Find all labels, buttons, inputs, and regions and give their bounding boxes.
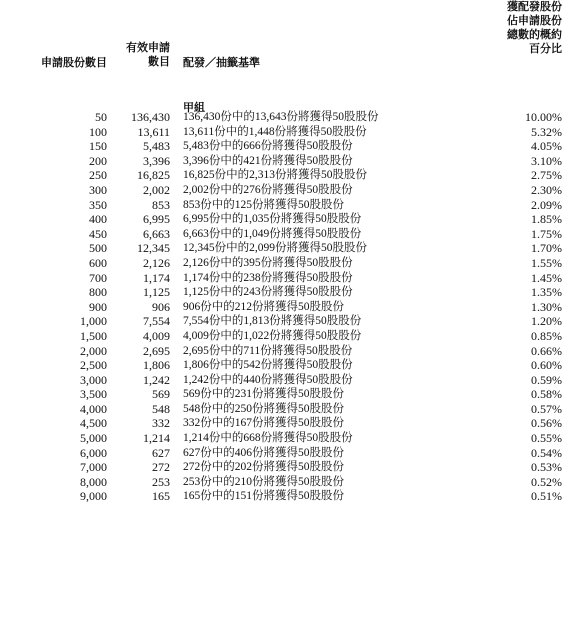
percentage-cell: 2.30% [531,182,562,197]
shares-applied-cell: 800 [89,285,107,300]
allotment-basis-cell: 3,396份中的421份將獲得50股股份 [183,154,353,167]
shares-applied-cell: 200 [89,153,107,168]
group-label: 甲組 [183,101,205,114]
table-row [0,387,586,402]
shares-applied-cell: 300 [89,182,107,197]
allotment-basis-cell: 906份中的212份將獲得50股股份 [183,300,344,313]
table-row [0,329,586,344]
shares-applied-cell: 150 [89,139,107,154]
percentage-cell: 2.09% [531,197,562,212]
valid-applications-cell: 165 [152,489,170,504]
table-row [0,314,586,329]
table-row [0,241,586,256]
shares-applied-cell: 450 [89,226,107,241]
percentage-cell: 0.54% [531,445,562,460]
allotment-basis-cell: 2,126份中的395份將獲得50股股份 [183,256,353,269]
header-basis: 配發／抽籤基準 [183,56,260,69]
allotment-basis-cell: 1,125份中的243份將獲得50股股份 [183,286,353,299]
valid-applications-cell: 2,126 [143,255,170,270]
shares-applied-cell: 700 [89,270,107,285]
valid-applications-cell: 6,663 [143,226,170,241]
allotment-basis-cell: 16,825份中的2,313份將獲得50股股份 [183,169,367,182]
allotment-basis-cell: 6,995份中的1,035份將獲得50股股份 [183,213,362,226]
valid-applications-cell: 1,242 [143,372,170,387]
header-percentage-line-2: 佔申請股份 [507,14,562,27]
allotment-basis-cell: 136,430份中的13,643份將獲得50股股份 [183,111,379,123]
allotment-basis-cell: 332份中的167份將獲得50股股份 [183,417,344,430]
allotment-basis-cell: 165份中的151份將獲得50股股份 [183,490,344,503]
percentage-cell: 0.59% [531,372,562,387]
percentage-cell: 1.55% [531,255,562,270]
shares-applied-cell: 100 [89,124,107,139]
allotment-basis-cell: 1,242份中的440份將獲得50股股份 [183,373,353,386]
header-valid-applications [110,41,170,69]
table-row [0,416,586,431]
header-percentage [420,0,562,56]
allotment-basis-cell: 7,554份中的1,813份將獲得50股股份 [183,315,362,328]
shares-applied-cell: 900 [89,299,107,314]
table-row [0,300,586,315]
header-percentage-line-4: 百分比 [529,42,562,55]
allotment-basis-cell: 2,002份中的276份將獲得50股股份 [183,183,353,196]
shares-applied-cell: 50 [95,110,107,124]
percentage-cell: 0.60% [531,358,562,373]
allotment-basis-cell: 569份中的231份將獲得50股股份 [183,388,344,401]
valid-applications-cell: 627 [152,445,170,460]
table-row [0,402,586,417]
header-percentage-line-1: 獲配發股份 [507,0,562,13]
percentage-cell: 0.58% [531,387,562,402]
header-percentage-line-3: 總數的概約 [507,28,562,41]
allotment-basis-cell: 2,695份中的711份將獲得50股股份 [183,344,353,357]
percentage-cell: 0.51% [531,489,562,504]
shares-applied-cell: 8,000 [80,474,107,489]
shares-applied-cell: 7,000 [80,460,107,475]
allotment-basis-cell: 4,009份中的1,022份將獲得50股股份 [183,329,362,342]
table-row [0,168,586,183]
allotment-basis-cell: 1,174份中的238份將獲得50股股份 [183,271,353,284]
valid-applications-cell: 3,396 [143,153,170,168]
table-row [0,139,586,154]
allotment-basis-cell: 853份中的125份將獲得50股股份 [183,198,344,211]
table-row [0,344,586,359]
percentage-cell: 0.57% [531,401,562,416]
table-row [0,183,586,198]
percentage-cell: 0.56% [531,416,562,431]
allotment-basis-cell: 1,214份中的668份將獲得50股股份 [183,432,353,445]
shares-applied-cell: 5,000 [80,431,107,446]
header-shares-applied: 申請股份數目 [41,56,107,69]
valid-applications-cell: 906 [152,299,170,314]
table-row [0,125,586,140]
percentage-cell: 5.32% [531,124,562,139]
table-row [0,285,586,300]
percentage-cell: 0.55% [531,431,562,446]
valid-applications-cell: 2,002 [143,182,170,197]
valid-applications-cell: 569 [152,387,170,402]
shares-applied-cell: 2,500 [80,358,107,373]
table-row [0,446,586,461]
valid-applications-cell: 16,825 [137,168,170,183]
table-row [0,154,586,169]
shares-applied-cell: 6,000 [80,445,107,460]
valid-applications-cell: 332 [152,416,170,431]
valid-applications-cell: 1,214 [143,431,170,446]
table-row [0,227,586,242]
percentage-cell: 0.66% [531,343,562,358]
valid-applications-cell: 4,009 [143,328,170,343]
allotment-basis-cell: 548份中的250份將獲得50股股份 [183,402,344,415]
allotment-basis-cell: 1,806份中的542份將獲得50股股份 [183,359,353,372]
valid-applications-cell: 548 [152,401,170,416]
valid-applications-cell: 136,430 [131,110,170,124]
percentage-cell: 1.85% [531,212,562,227]
shares-applied-cell: 1,000 [80,314,107,329]
valid-applications-cell: 853 [152,197,170,212]
table-row [0,358,586,373]
valid-applications-cell: 6,995 [143,212,170,227]
shares-applied-cell: 400 [89,212,107,227]
percentage-cell: 3.10% [531,153,562,168]
table-row [0,431,586,446]
table-row [0,198,586,213]
valid-applications-cell: 7,554 [143,314,170,329]
percentage-cell: 1.70% [531,241,562,256]
header-valid-applications-line-2: 數目 [148,55,170,68]
allotment-basis-cell: 627份中的406份將獲得50股股份 [183,446,344,459]
shares-applied-cell: 3,500 [80,387,107,402]
valid-applications-cell: 5,483 [143,139,170,154]
allotment-basis-cell: 6,663份中的1,049份將獲得50股股份 [183,227,362,240]
percentage-cell: 0.52% [531,474,562,489]
allotment-rows [0,110,586,504]
valid-applications-cell: 253 [152,474,170,489]
percentage-cell: 10.00% [525,110,562,124]
percentage-cell: 0.53% [531,460,562,475]
table-row [0,271,586,286]
table-row [0,373,586,388]
valid-applications-cell: 2,695 [143,343,170,358]
shares-applied-cell: 350 [89,197,107,212]
header-valid-applications-line-1: 有效申請 [126,41,170,54]
valid-applications-cell: 12,345 [137,241,170,256]
valid-applications-cell: 272 [152,460,170,475]
shares-applied-cell: 4,000 [80,401,107,416]
valid-applications-cell: 1,174 [143,270,170,285]
shares-applied-cell: 600 [89,255,107,270]
percentage-cell: 1.75% [531,226,562,241]
percentage-cell: 4.05% [531,139,562,154]
percentage-cell: 0.85% [531,328,562,343]
shares-applied-cell: 250 [89,168,107,183]
allotment-basis-cell: 13,611份中的1,448份將獲得50股股份 [183,125,367,138]
shares-applied-cell: 9,000 [80,489,107,504]
shares-applied-cell: 500 [89,241,107,256]
table-row [0,110,586,125]
percentage-cell: 2.75% [531,168,562,183]
shares-applied-cell: 2,000 [80,343,107,358]
percentage-cell: 1.20% [531,314,562,329]
valid-applications-cell: 13,611 [137,124,170,139]
table-row [0,475,586,490]
table-row [0,460,586,475]
table-row [0,489,586,504]
percentage-cell: 1.35% [531,285,562,300]
allotment-basis-cell: 12,345份中的2,099份將獲得50股股份 [183,242,367,255]
shares-applied-cell: 4,500 [80,416,107,431]
allotment-basis-cell: 5,483份中的666份將獲得50股股份 [183,140,353,153]
table-row [0,212,586,227]
percentage-cell: 1.45% [531,270,562,285]
valid-applications-cell: 1,125 [143,285,170,300]
table-row [0,256,586,271]
valid-applications-cell: 1,806 [143,358,170,373]
shares-applied-cell: 3,000 [80,372,107,387]
shares-applied-cell: 1,500 [80,328,107,343]
percentage-cell: 1.30% [531,299,562,314]
allotment-basis-cell: 272份中的202份將獲得50股股份 [183,461,344,474]
allotment-basis-cell: 253份中的210份將獲得50股股份 [183,475,344,488]
